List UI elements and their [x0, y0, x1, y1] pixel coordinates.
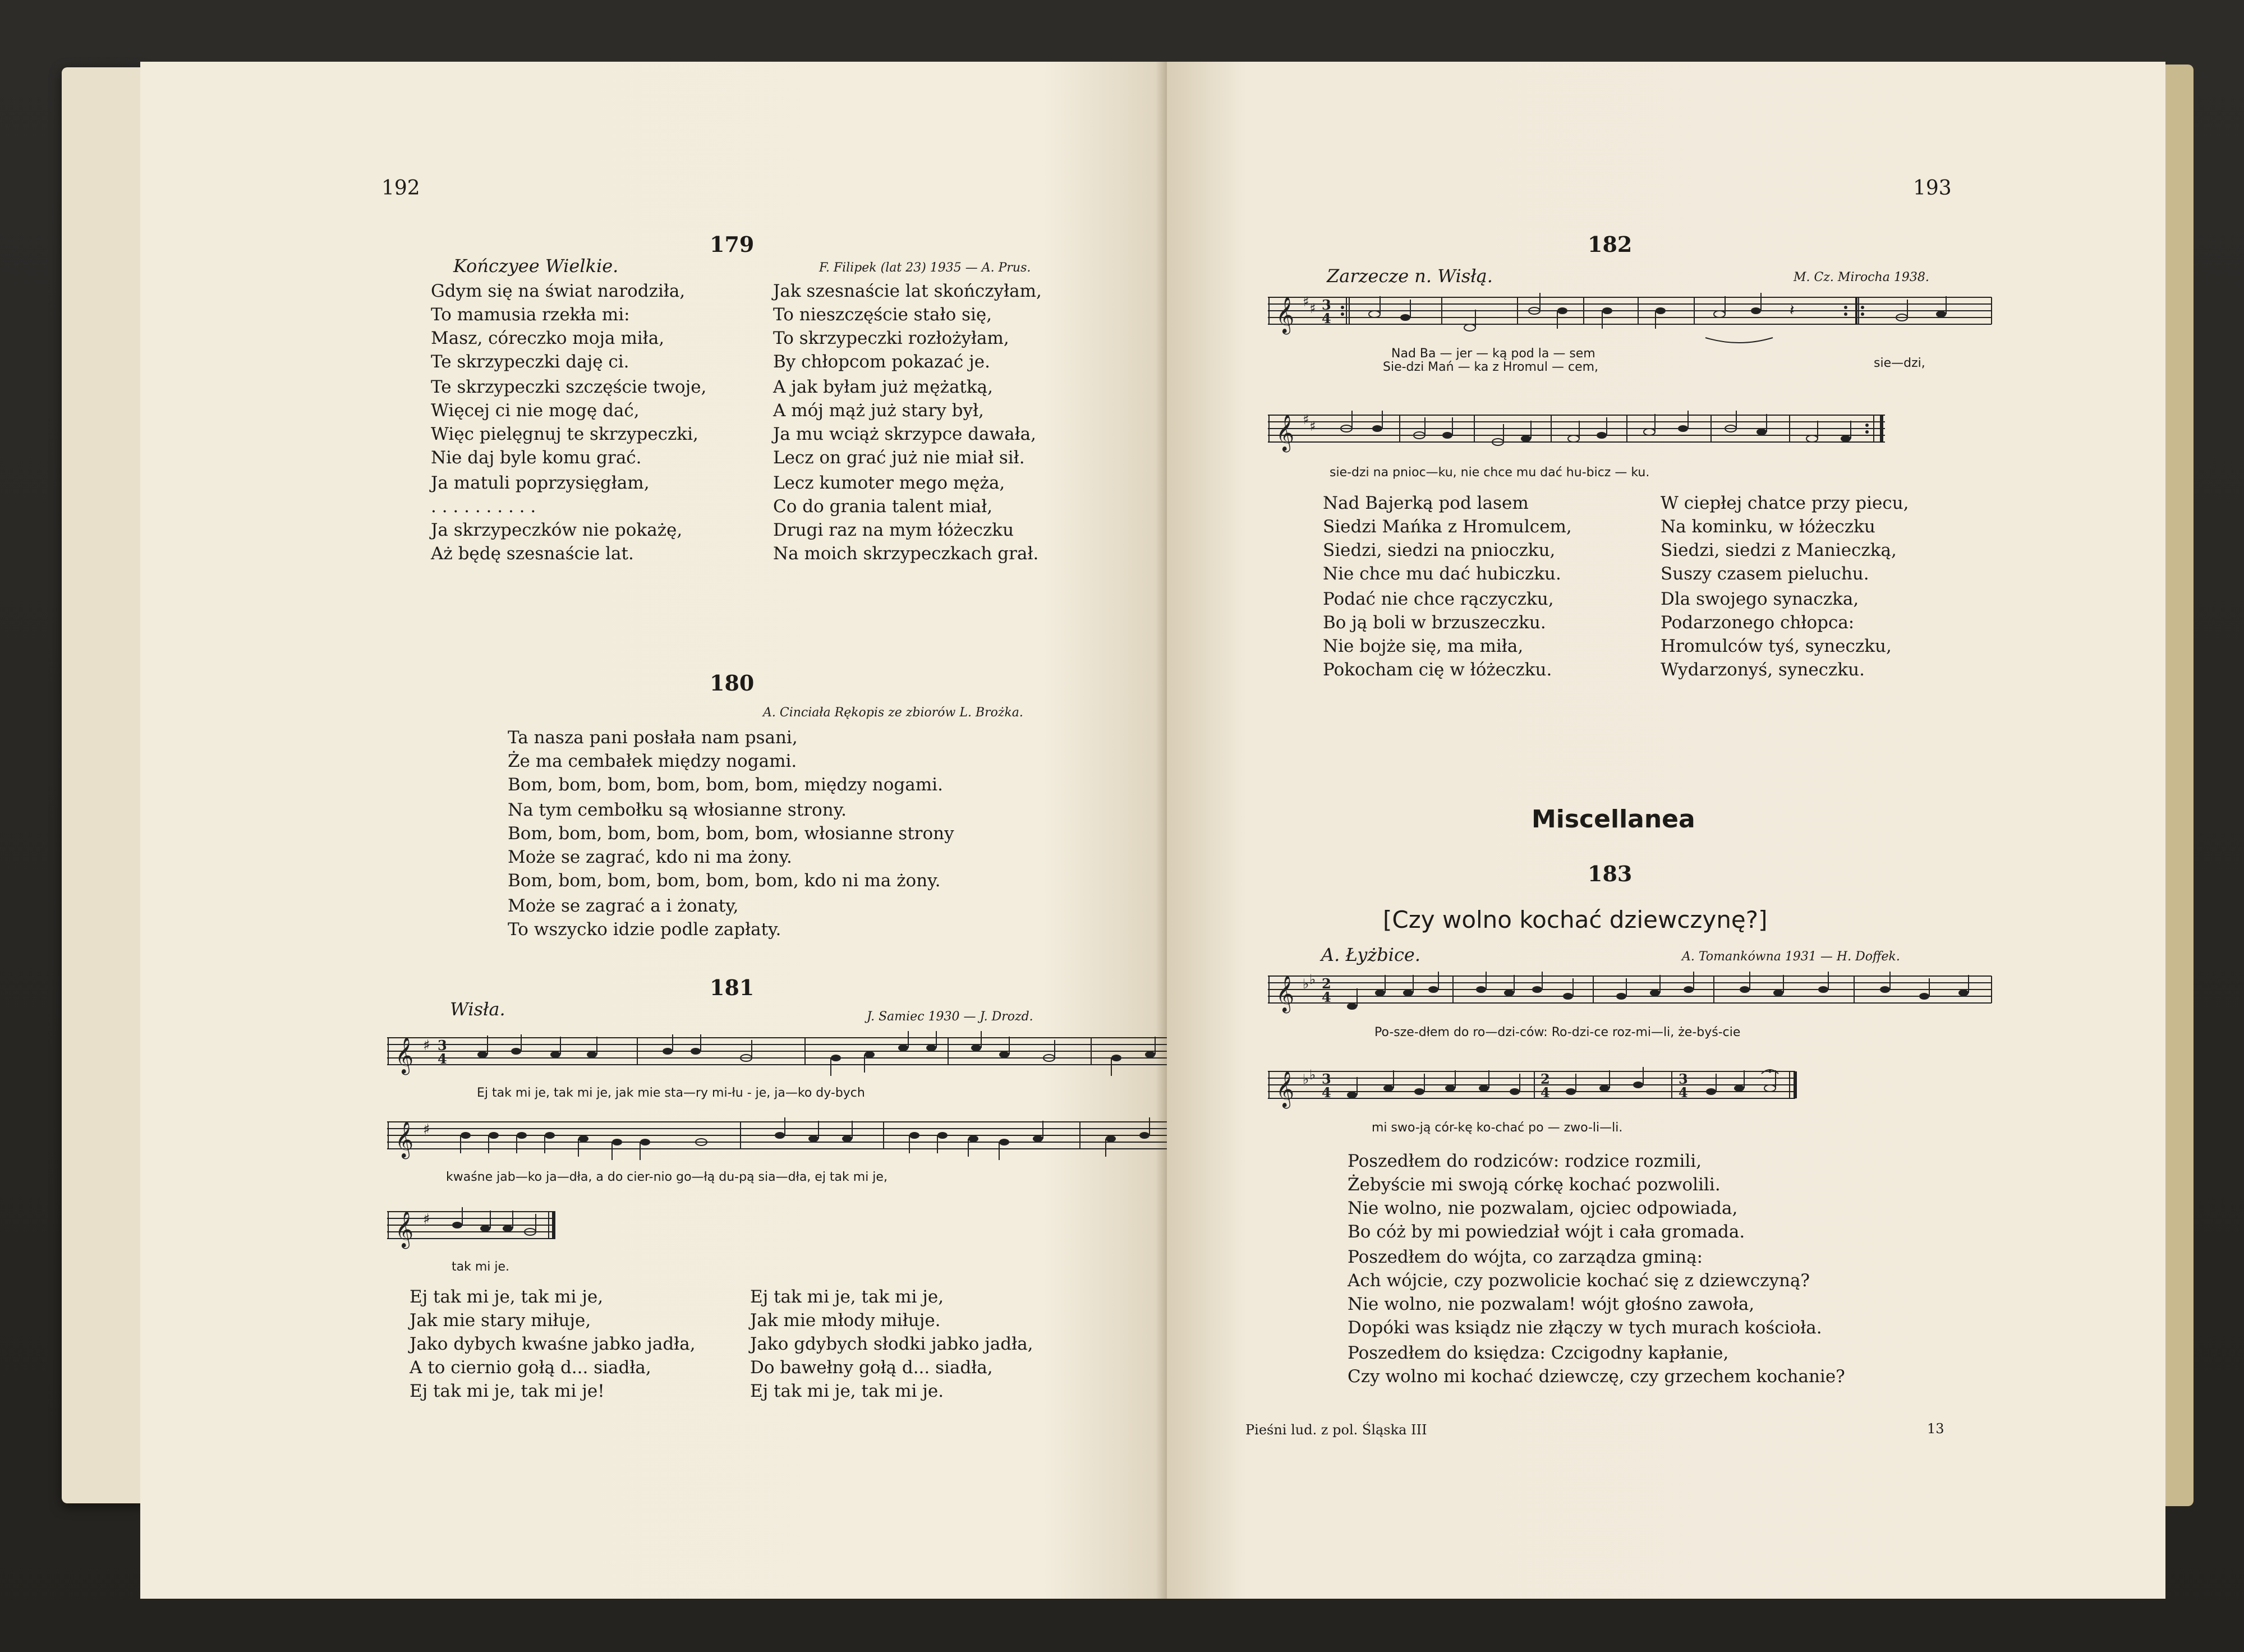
- place-182: Zarzecze n. Wisłą.: [1327, 265, 1493, 287]
- svg-text:♯: ♯: [1303, 412, 1309, 427]
- svg-text:2: 2: [1322, 975, 1331, 992]
- source-180: A. Cinciała Rękopis ze zbiorów L. Brożka.: [763, 706, 1023, 720]
- lyrics-182-1a: Nad Ba — jer — ką pod la — sem: [1391, 347, 1595, 361]
- verse-line: A jak byłam już mężatką,: [773, 377, 994, 397]
- svg-text:𝄞: 𝄞: [1276, 1071, 1295, 1107]
- verse-line: Czy wolno mi kochać dziewczę, czy grzechem kochanie?: [1348, 1366, 1845, 1387]
- svg-text:4: 4: [1541, 1084, 1550, 1101]
- svg-text:♭: ♭: [1309, 972, 1316, 987]
- music-staff-182-2: [1268, 409, 1896, 466]
- verse-line: Nie chce mu dać hubiczku.: [1323, 564, 1561, 584]
- lyrics-182-2: sie-dzi na pnioc—ku, nie chce mu dać hu-bicz — ku.: [1330, 466, 1650, 480]
- page-number-right: 193: [1913, 177, 1952, 200]
- music-staff-181-2: [387, 1116, 1217, 1172]
- verse-line: Lecz kumoter mego męża,: [773, 473, 1005, 493]
- verse-line: Bom, bom, bom, bom, bom, bom, kdo ni ma żony.: [508, 871, 941, 891]
- verse-line: Nie bojże się, ma miła,: [1323, 636, 1524, 656]
- verse-line: Nie daj byle komu grać.: [431, 448, 642, 468]
- svg-text:3: 3: [1679, 1071, 1688, 1087]
- verse-line: To mamusia rzekła mi:: [431, 305, 630, 325]
- verse-line: To wszycko idzie podle zapłaty.: [508, 919, 781, 940]
- verse-line: Siedzi, siedzi z Manieczką,: [1661, 540, 1897, 560]
- verse-line: Może se zagrać, kdo ni ma żony.: [508, 847, 792, 867]
- verse-line: Ej tak mi je, tak mi je!: [410, 1381, 605, 1401]
- svg-text:♯: ♯: [1309, 301, 1316, 316]
- svg-text:♯: ♯: [1303, 294, 1309, 310]
- verse-line: Jak szesnaście lat skończyłam,: [773, 281, 1042, 301]
- verse-line: Jako dybych kwaśne jabko jadła,: [410, 1334, 696, 1354]
- verse-line: Co do grania talent miał,: [773, 496, 993, 517]
- source-182: M. Cz. Mirocha 1938.: [1794, 270, 1929, 284]
- lyrics-183-1: Po-sze-dłem do ro—dzi-ców: Ro-dzi-ce roz-mi—li, że-byś-cie: [1374, 1025, 1741, 1039]
- song-title-183: [Czy wolno kochać dziewczynę?]: [1383, 906, 1768, 933]
- verse-line: Jak mie stary miłuje,: [410, 1310, 591, 1331]
- lyrics-181-1: Ej tak mi je, tak mi je, jak mie sta—ry mi-łu - je, ja—ko dy-bych: [477, 1086, 865, 1100]
- svg-text:♯: ♯: [423, 1037, 430, 1054]
- verse-line: Może se zagrać a i żonaty,: [508, 896, 739, 916]
- verse-line: Ach wójcie, czy pozwolicie kochać się z dziewczyną?: [1348, 1271, 1810, 1291]
- verse-line: By chłopcom pokazać je.: [773, 352, 990, 372]
- verse-line: Ja matuli poprzysięgłam,: [431, 473, 650, 493]
- verse-line: Bom, bom, bom, bom, bom, bom, między nogami.: [508, 775, 943, 795]
- verse-line: Że ma cembałek między nogami.: [508, 751, 797, 771]
- song-number-179: 179: [710, 232, 755, 257]
- svg-text:𝄞: 𝄞: [395, 1037, 414, 1074]
- song-number-182: 182: [1588, 232, 1633, 257]
- verse-line: Aż będę szesnaście lat.: [431, 544, 634, 564]
- svg-text:♭: ♭: [1309, 1067, 1316, 1083]
- svg-text:3: 3: [1322, 297, 1331, 313]
- svg-text:4: 4: [1322, 1084, 1331, 1101]
- verse-line: Te skrzypeczki daję ci.: [431, 352, 629, 372]
- verse-line: Ej tak mi je, tak mi je,: [750, 1287, 944, 1307]
- source-183: A. Tomankówna 1931 — H. Doffek.: [1682, 950, 1900, 964]
- verse-line: Jako gdybych słodki jabko jadła,: [750, 1334, 1033, 1354]
- verse-line: Podarzonego chłopca:: [1661, 613, 1855, 633]
- verse-line: Lecz on grać już nie miał sił.: [773, 448, 1025, 468]
- svg-text:4: 4: [1322, 989, 1331, 1005]
- lyrics-182-1b: Sie-dzi Mań — ka z Hromul — cem,: [1383, 360, 1599, 374]
- lyrics-183-2: mi swo-ją cór-kę ko-chać po — zwo-li—li.: [1372, 1121, 1623, 1135]
- svg-text:♯: ♯: [423, 1121, 430, 1138]
- verse-line: Poszedłem do księdza: Czcigodny kapłanie,: [1348, 1343, 1729, 1363]
- place-179: Kończyee Wielkie.: [453, 255, 619, 277]
- verse-line: Suszy czasem pieluchu.: [1661, 564, 1869, 584]
- page-number-left: 192: [381, 177, 420, 200]
- verse-line: Siedzi, siedzi na pnioczku,: [1323, 540, 1556, 560]
- verse-line: Na kominku, w łóżeczku: [1661, 517, 1875, 537]
- verse-line: Hromulców tyś, syneczku,: [1661, 636, 1892, 656]
- verse-line: Ja mu wciąż skrzypce dawała,: [773, 424, 1036, 444]
- verse-line: Nad Bajerką pod lasem: [1323, 493, 1529, 513]
- verse-line: Poszedłem do rodziców: rodzice rozmili,: [1348, 1151, 1702, 1171]
- verse-line: Żebyście mi swoją córkę kochać pozwolili.: [1348, 1175, 1721, 1195]
- verse-line: . . . . . . . . . .: [431, 496, 536, 517]
- verse-line: Pokocham cię w łóżeczku.: [1323, 660, 1552, 680]
- svg-text:𝄞: 𝄞: [1276, 975, 1295, 1012]
- verse-line: Na tym cembołku są włosianne strony.: [508, 800, 847, 820]
- source-179: F. Filipek (lat 23) 1935 — A. Prus.: [819, 261, 1031, 275]
- verse-line: Więcej ci nie mogę dać,: [431, 401, 640, 421]
- footer-signature: Pieśni lud. z pol. Śląska III: [1245, 1422, 1427, 1438]
- verse-line: A to ciernio gołą d... siadła,: [410, 1358, 651, 1378]
- verse-line: Na moich skrzypeczkach grał.: [773, 544, 1039, 564]
- svg-text:♯: ♯: [1309, 418, 1316, 434]
- verse-line: Masz, córeczko moja miła,: [431, 328, 665, 348]
- verse-line: To skrzypeczki rozłożyłam,: [773, 328, 1009, 348]
- svg-text:𝄞: 𝄞: [1276, 297, 1295, 333]
- svg-text:4: 4: [438, 1051, 447, 1067]
- lyrics-181-3: tak mi je.: [452, 1260, 510, 1274]
- verse-line: Drugi raz na mym łóżeczku: [773, 520, 1014, 540]
- svg-text:𝄞: 𝄞: [1276, 415, 1295, 451]
- music-staff-181-3: [387, 1206, 567, 1262]
- song-number-180: 180: [710, 670, 755, 696]
- verse-line: Bo cóż by mi powiedział wójt i cała gromada.: [1348, 1222, 1745, 1242]
- verse-line: Dopóki was ksiądz nie złączy w tych murach kościoła.: [1348, 1318, 1822, 1338]
- section-heading-miscellanea: Miscellanea: [1532, 805, 1695, 834]
- svg-text:♯: ♯: [423, 1211, 430, 1228]
- right-page: [1167, 62, 2165, 1599]
- verse-line: Podać nie chce rączyczku,: [1323, 589, 1554, 609]
- verse-line: Gdym się na świat narodziła,: [431, 281, 686, 301]
- footer-sheet-number: 13: [1927, 1421, 1944, 1437]
- source-181: J. Samiec 1930 — J. Drozd.: [867, 1010, 1033, 1024]
- verse-line: Poszedłem do wójta, co zarządza gminą:: [1348, 1247, 1703, 1267]
- verse-line: Bom, bom, bom, bom, bom, bom, włosianne strony: [508, 823, 954, 844]
- left-page: [140, 62, 1167, 1599]
- svg-text:3: 3: [1322, 1071, 1331, 1087]
- music-staff-183-1: [1268, 970, 1997, 1027]
- verse-line: W ciepłej chatce przy piecu,: [1661, 493, 1909, 513]
- song-number-181: 181: [710, 975, 755, 1000]
- verse-line: Ej tak mi je, tak mi je,: [410, 1287, 604, 1307]
- svg-text:4: 4: [1322, 310, 1331, 326]
- svg-text:♭: ♭: [1303, 976, 1309, 992]
- verse-line: Te skrzypeczki szczęście twoje,: [431, 377, 707, 397]
- verse-line: Ja skrzypeczków nie pokażę,: [431, 520, 683, 540]
- verse-line: Do bawełny gołą d... siadła,: [750, 1358, 993, 1378]
- book-edge-left: [62, 67, 146, 1503]
- verse-line: Nie wolno, nie pozwalam, ojciec odpowiada,: [1348, 1198, 1738, 1218]
- verse-line: Więc pielęgnuj te skrzypeczki,: [431, 424, 698, 444]
- verse-line: Ej tak mi je, tak mi je.: [750, 1381, 944, 1401]
- verse-line: Ta nasza pani posłała nam psani,: [508, 728, 798, 748]
- svg-text:♭: ♭: [1303, 1071, 1309, 1087]
- song-number-183: 183: [1588, 861, 1633, 886]
- verse-line: Bo ją boli w brzuszeczku.: [1323, 613, 1546, 633]
- verse-line: Dla swojego synaczka,: [1661, 589, 1859, 609]
- svg-text:4: 4: [1679, 1084, 1688, 1101]
- verse-line: Nie wolno, nie pozwalam! wójt głośno zawoła,: [1348, 1294, 1755, 1314]
- svg-text:2: 2: [1541, 1071, 1550, 1087]
- verse-line: To nieszczęście stało się,: [773, 305, 992, 325]
- svg-text:3: 3: [438, 1037, 447, 1053]
- music-staff-182-1: [1268, 292, 1997, 348]
- verse-line: Siedzi Mańka z Hromulcem,: [1323, 517, 1572, 537]
- place-181: Wisła.: [450, 998, 505, 1020]
- verse-line: Jak mie młody miłuje.: [750, 1310, 941, 1331]
- svg-text:𝄽: 𝄽: [1790, 301, 1795, 319]
- verse-line: A mój mąż już stary był,: [773, 401, 984, 421]
- svg-text:𝄞: 𝄞: [395, 1121, 414, 1158]
- lyrics-182-1c: sie—dzi,: [1874, 356, 1925, 370]
- lyrics-181-2: kwaśne jab—ko ja—dła, a do cier-nio go—łą du-pą sia—dła, ej tak mi je,: [446, 1170, 888, 1184]
- music-staff-183-2: [1268, 1066, 1806, 1122]
- place-183: A. Łyżbice.: [1321, 944, 1420, 965]
- svg-text:𝄞: 𝄞: [395, 1211, 414, 1248]
- music-staff-181-1: [387, 1032, 1217, 1088]
- verse-line: Wydarzonyś, syneczku.: [1661, 660, 1865, 680]
